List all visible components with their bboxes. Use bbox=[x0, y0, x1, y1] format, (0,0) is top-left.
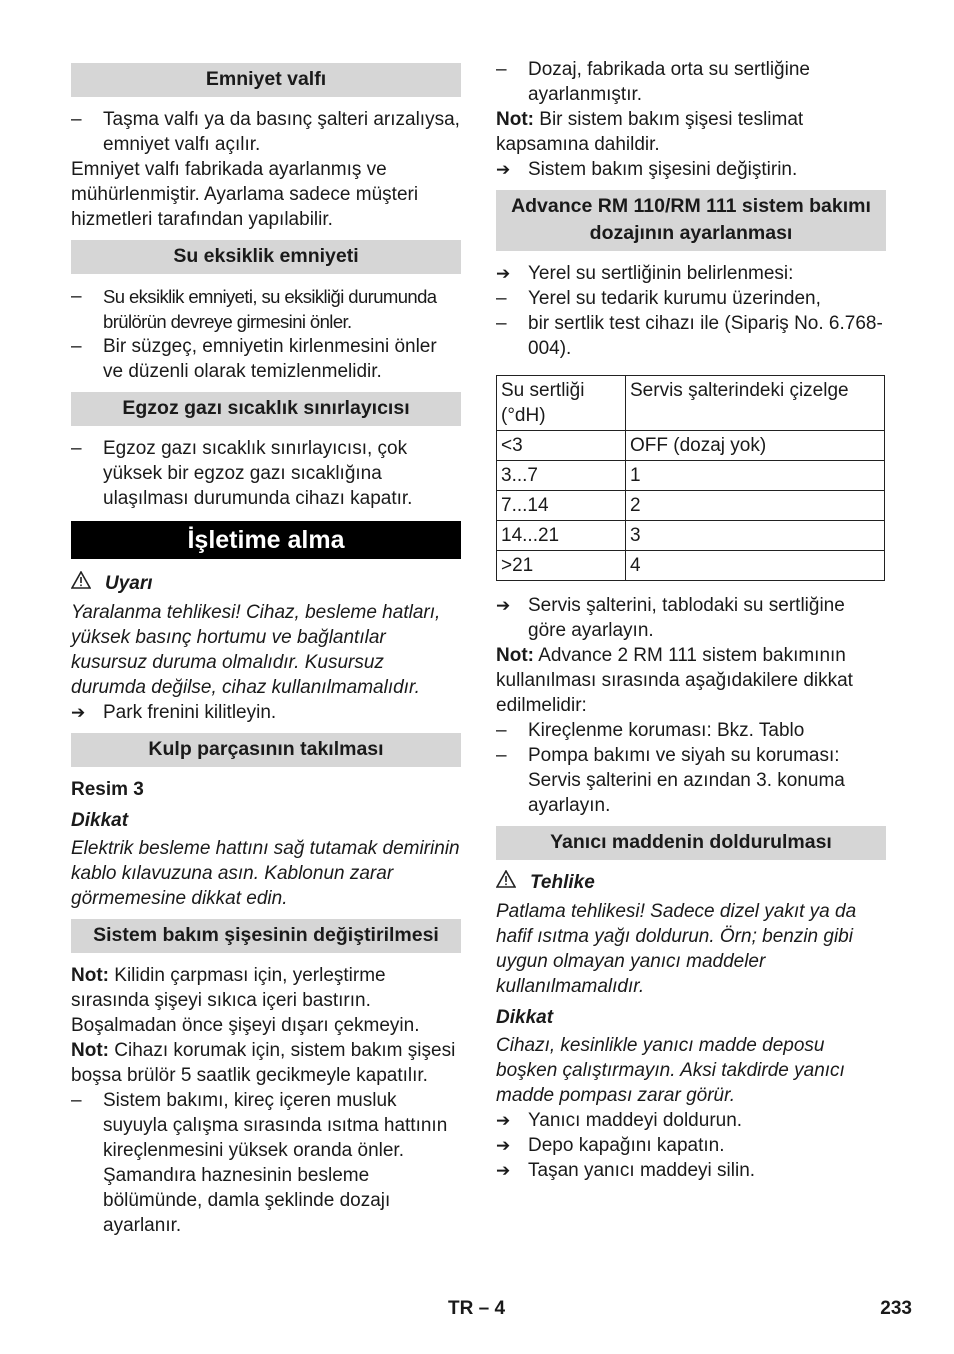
table-cell: 14...21 bbox=[497, 521, 626, 551]
heading-kulp: Kulp parçasının takılması bbox=[71, 733, 461, 767]
note-paragraph: Not: Advance 2 RM 111 sistem bakımının kullanılması sırasında aşağıdakilere dikkat edilmelidir: bbox=[496, 645, 853, 716]
step-item: ➔ Sistem bakım şişesini değiştirin. bbox=[496, 159, 798, 180]
figure-reference: Resim 3 bbox=[71, 779, 144, 800]
warning-triangle-icon bbox=[71, 571, 105, 596]
table-cell: 3 bbox=[626, 521, 885, 551]
heading-advance: Advance RM 110/RM 111 sistem bakımı dozajının ayarlanması bbox=[496, 190, 886, 251]
table-cell: <3 bbox=[497, 431, 626, 461]
heading-yanici: Yanıcı maddenin doldurulması bbox=[496, 826, 886, 860]
step-item: ➔ Park frenini kilitleyin. bbox=[71, 702, 277, 723]
table-cell: 3...7 bbox=[497, 461, 626, 491]
table-row bbox=[497, 461, 885, 491]
arrow-right-icon: ➔ bbox=[496, 1161, 511, 1180]
list-item: – Taşma valfı ya da basınç şalteri arızalıysa, emniyet valfı açılır. bbox=[71, 109, 460, 155]
dikkat-label: Dikkat bbox=[496, 1007, 554, 1028]
table-cell: 1 bbox=[626, 461, 885, 491]
page-footer bbox=[0, 1296, 954, 1326]
list-item: – Sistem bakımı, kireç içeren musluk suyuyla çalışma sırasında ısıtma hattının kireçlenmesini yüksek oranda önler. Şamandıra haznesinin besleme bölümünde, damla şeklinde dozajı ayarlanır. bbox=[71, 1090, 448, 1236]
right-column bbox=[496, 57, 886, 1183]
table-row bbox=[497, 491, 885, 521]
left-column bbox=[71, 57, 461, 1238]
arrow-right-icon: ➔ bbox=[71, 703, 86, 722]
list-item: – Bir süzgeç, emniyetin kirlenmesini önler ve düzenli olarak temizlenmelidir. bbox=[71, 336, 437, 382]
warning-text: Yaralanma tehlikesi! Cihaz, besleme hatları, yüksek basınç hortumu ve bağlantılar kusursuz duruma olmalıdır. Kusursuz durumda değilse, cihaz kullanılmamalıdır. bbox=[71, 602, 441, 698]
arrow-right-icon: ➔ bbox=[496, 160, 511, 179]
heading-sistem-bakim: Sistem bakım şişesinin değiştirilmesi bbox=[71, 919, 461, 953]
arrow-right-icon: ➔ bbox=[496, 596, 511, 615]
danger-label: Tehlike bbox=[496, 870, 886, 895]
paragraph: Emniyet valfı fabrikada ayarlanmış ve mühürlenmiştir. Ayarlama sadece müşteri hizmetleri tarafından yapılabilir. bbox=[71, 159, 419, 230]
heading-emniyet-valfi: Emniyet valfı bbox=[71, 63, 461, 97]
dikkat-label: Dikkat bbox=[71, 810, 129, 831]
list-item: – Kireçlenme koruması: Bkz. Tablo bbox=[496, 720, 805, 741]
arrow-right-icon: ➔ bbox=[496, 264, 511, 283]
section-title-isletime: İşletime alma bbox=[71, 521, 461, 559]
table-header-row bbox=[497, 376, 885, 431]
list-item: – Dozaj, fabrikada orta su sertliğine ayarlanmıştır. bbox=[496, 59, 810, 105]
table-row bbox=[497, 431, 885, 461]
danger-text: Patlama tehlikesi! Sadece dizel yakıt ya da hafif ısıtma yağı doldurun. Örn; benzin gibi uygun olmayan yanıcı maddeler kullanılmamalıdır. bbox=[496, 901, 857, 997]
dikkat-text: Elektrik besleme hattını sağ tutamak demirinin kablo kılavuzuna asın. Kablonun zarar görmemesine dikkat edin. bbox=[71, 838, 460, 909]
step-item: ➔ Yerel su sertliğinin belirlenmesi: bbox=[496, 263, 794, 284]
list-item: – Su eksiklik emniyeti, su eksikliği durumunda brülörün devreye girmesini önler. bbox=[71, 286, 437, 332]
warning-label: Uyarı bbox=[71, 571, 461, 596]
list-item: – Pompa bakımı ve siyah su koruması: Servis şalterini en azından 3. konuma ayarlayın. bbox=[496, 745, 845, 816]
arrow-right-icon: ➔ bbox=[496, 1111, 511, 1130]
arrow-right-icon: ➔ bbox=[496, 1136, 511, 1155]
table-header-cell: Su sertliği (°dH) bbox=[497, 376, 626, 431]
note-paragraph: Not: Kilidin çarpması için, yerleştirme sırasında şişeyi sıkıca içeri bastırın. Boşalmadan önce şişeyi dışarı çekmeyin. bbox=[71, 965, 420, 1036]
step-item: ➔ Depo kapağını kapatın. bbox=[496, 1135, 725, 1156]
page-number: 233 bbox=[880, 1298, 912, 1319]
hardness-table bbox=[496, 375, 885, 581]
list-item: – Egzoz gazı sıcaklık sınırlayıcısı, çok yüksek bir egzoz gazı sıcaklığına ulaşılması durumunda cihazı kapatır. bbox=[71, 438, 413, 509]
heading-su-eksiklik: Su eksiklik emniyeti bbox=[71, 240, 461, 274]
list-item: – Yerel su tedarik kurumu üzerinden, bbox=[496, 288, 821, 309]
step-item: ➔ Taşan yanıcı maddeyi silin. bbox=[496, 1160, 756, 1181]
note-paragraph: Not: Cihazı korumak için, sistem bakım şişesi boşsa brülör 5 saatlik gecikmeyle kapatılır. bbox=[71, 1040, 456, 1086]
heading-egzoz: Egzoz gazı sıcaklık sınırlayıcısı bbox=[71, 392, 461, 426]
table-cell: 2 bbox=[626, 491, 885, 521]
step-item: ➔ Servis şalterini, tablodaki su sertliğine göre ayarlayın. bbox=[496, 595, 845, 641]
dikkat-text: Cihazı, kesinlikle yanıcı madde deposu boşken çalıştırmayın. Aksi takdirde yanıcı madde pompası zarar görür. bbox=[496, 1035, 845, 1106]
table-cell: 7...14 bbox=[497, 491, 626, 521]
table-row bbox=[497, 521, 885, 551]
note-paragraph: Not: Bir sistem bakım şişesi teslimat kapsamına dahildir. bbox=[496, 109, 804, 155]
footer-language: TR – 4 bbox=[448, 1298, 506, 1319]
table-row bbox=[497, 551, 885, 581]
table-cell: 4 bbox=[626, 551, 885, 581]
table-cell: >21 bbox=[497, 551, 626, 581]
step-item: ➔ Yanıcı maddeyi doldurun. bbox=[496, 1110, 743, 1131]
list-item: – bir sertlik test cihazı ile (Sipariş No. 6.768-004). bbox=[496, 313, 883, 359]
table-header-cell: Servis şalterindeki çizelge bbox=[626, 376, 885, 431]
table-cell: OFF (dozaj yok) bbox=[626, 431, 885, 461]
warning-triangle-icon bbox=[496, 870, 530, 895]
